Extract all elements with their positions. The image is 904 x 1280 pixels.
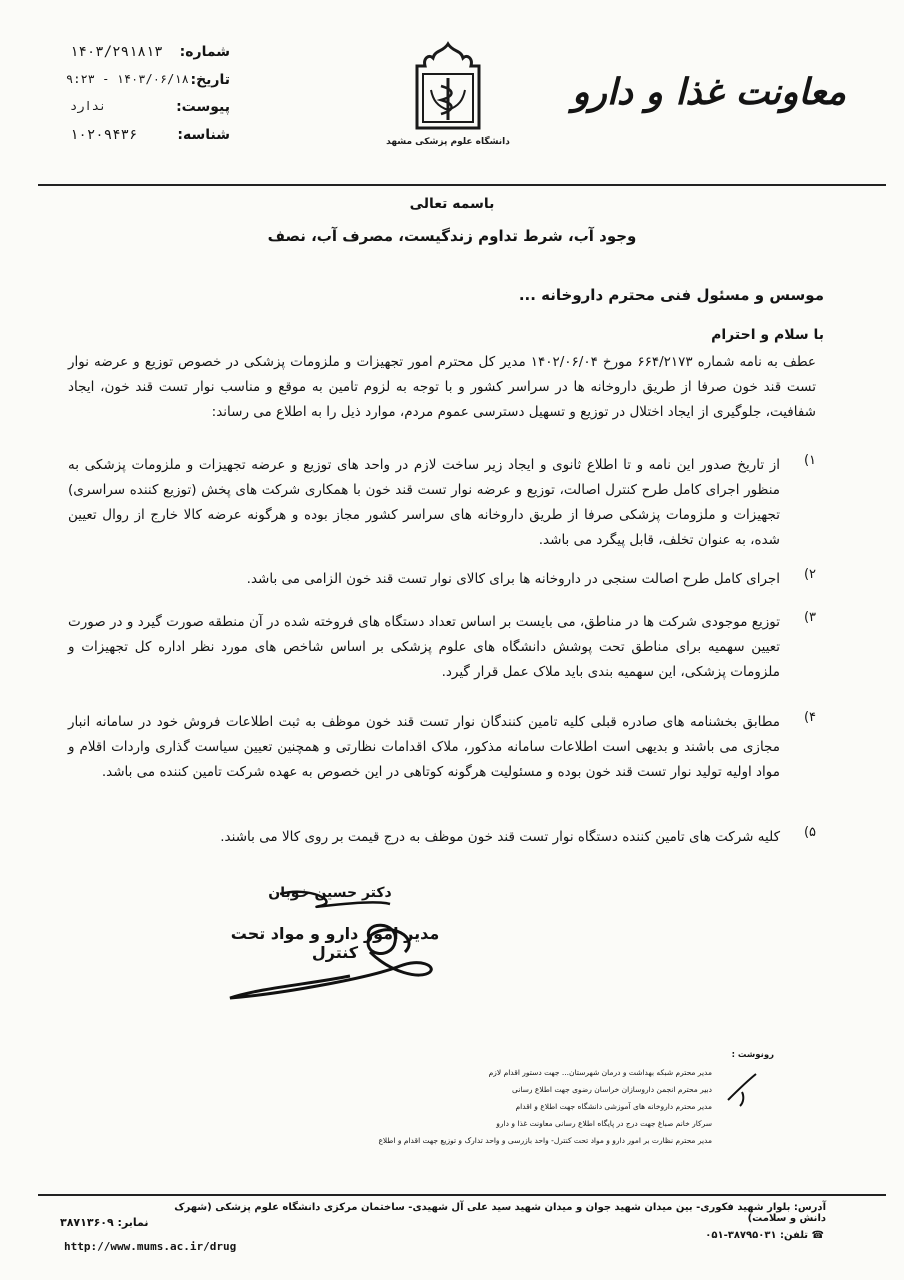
- item-5-text: کلیه شرکت های تامین کننده دستگاه نوار تست قند خون موظف به درج قیمت بر روی کالا می باشند.: [220, 829, 780, 845]
- logo-caption: دانشگاه علوم پزشکی مشهد: [386, 137, 510, 147]
- signature-scribble-icon: [220, 880, 460, 1010]
- cc-item: مدیر محترم داروخانه های آموزشی دانشگاه جهت اطلاع و اقدام: [515, 1102, 712, 1111]
- meta-attachment: [70, 99, 230, 121]
- cc-item: دبیر محترم انجمن داروسازان خراسان رضوی جهت اطلاع رسانی: [512, 1085, 712, 1094]
- meta-attachment-value: ندارد: [70, 99, 107, 113]
- meta-date-label: تاریخ:: [190, 72, 230, 88]
- cc-list: [280, 1064, 712, 1149]
- basmala: باسمه تعالی: [409, 196, 495, 212]
- cc-item: مدیر محترم نظارت بر امور دارو و مواد تحت کنترل- واحد بازرسی و واحد تدارک و توزیع جهت اقدام و اطلاع: [378, 1136, 712, 1145]
- department-title: معاونت غذا و دارو: [572, 72, 846, 113]
- cc-label: رونوشت :: [731, 1050, 774, 1060]
- meta-number-value: ۱۴۰۳/۲۹۱۸۱۳: [70, 44, 163, 60]
- item-1-text: از تاریخ صدور این نامه و تا اطلاع ثانوی و ایجاد زیر ساخت لازم در واحد های توزیع و عرضه تجهیزات و ملزومات پزشکی به منظور اجرای کامل طرح کنترل اصالت، توزیع و عرضه نوار تست قند خون با همکاری شرکت های پخش (توزیع کننده سراسری) تجهیزات و ملزومات پزشکی صرفا از طریق داروخانه های سراسر کشور مجاز بوده و هرگونه عرضه کالا خارج از روال تعیین شده، به عنوان تخلف، قابل پیگرد می باشد.: [68, 457, 780, 548]
- handwritten-signature: [220, 880, 460, 1010]
- footer-phone: [705, 1230, 824, 1241]
- website-link[interactable]: http://www.mums.ac.ir/drug: [64, 1240, 237, 1253]
- university-emblem: [386, 40, 510, 158]
- cc-item: مدیر محترم شبکه بهداشت و درمان شهرستان... جهت دستور اقدام لازم: [488, 1068, 712, 1077]
- item-2: [68, 567, 816, 592]
- meta-attachment-label: پیوست:: [176, 99, 230, 115]
- university-logo-icon: [386, 40, 510, 158]
- check-mark-icon: [722, 1070, 762, 1110]
- item-3: [68, 610, 816, 685]
- meta-id-value: ۱۰۲۰۹۴۳۶: [70, 127, 138, 143]
- footer-fax-text: نمابر: ۳۸۷۱۳۶۰۹: [60, 1216, 149, 1229]
- phone-icon: ☎: [808, 1230, 824, 1241]
- item-2-number: ۲): [803, 567, 816, 582]
- intro-paragraph: عطف به نامه شماره ۶۶۴/۲۱۷۳ مورخ ۱۴۰۲/۰۶/۰۴ مدیر کل محترم امور تجهیزات و ملزومات پزشکی در خصوص توزیع و عرضه نوار تست قند خون صرفا از طریق داروخانه ها در سراسر کشور و با توجه به لزوم تامین به موقع و مناسب نوار تست قند خون، ایجاد شفافیت، جلوگیری از ایجاد اختلال در توزیع و تسهیل دسترسی عموم مردم، موارد ذیل را به اطلاع می رساند:: [68, 354, 816, 420]
- addressee: موسس و مسئول فنی محترم داروخانه ...: [518, 286, 824, 304]
- item-5: [68, 825, 816, 850]
- meta-id: [70, 127, 230, 149]
- meta-number: [70, 44, 230, 66]
- greeting: با سلام و احترام: [711, 327, 824, 343]
- slogan: وجود آب، شرط تداوم زندگیست، مصرف آب، نصف: [267, 227, 637, 245]
- item-1: [68, 453, 816, 553]
- signer-name: دکتر حسین خوبان: [268, 885, 392, 901]
- footer-address: آدرس: بلوار شهید فکوری- بین میدان شهید جوان و میدان شهید سید علی آل شهیدی- ساختمان مرکزی دانشگاه علوم پزشکی (شهرک دانش و سلامت): [174, 1202, 826, 1224]
- item-5-number: ۵): [803, 825, 816, 840]
- item-4: [68, 710, 816, 785]
- footer-fax: [60, 1216, 149, 1229]
- cc-check-mark: [722, 1070, 762, 1110]
- cc-item: سرکار خانم صباغ جهت درج در پایگاه اطلاع رسانی معاونت غذا و دارو: [496, 1119, 712, 1128]
- item-1-number: ۱): [803, 453, 816, 468]
- footer-phone-text: تلفن: ۳۸۷۹۵۰۳۱-۰۵۱: [705, 1230, 809, 1241]
- item-4-text: مطابق بخشنامه های صادره قبلی کلیه تامین کنندگان نوار تست قند خون موظف به ثبت اطلاعات فروش خود در سامانه انبار مجازی می باشند و بدیهی است اطلاعات سامانه مذکور، ملاک اقدامات نظارتی و همچنین تعیین سیاست گذاری واردات اقلام و مواد اولیه تولید نوار تست قند خون بوده و مسئولیت هرگونه کوتاهی در این خصوص به عهده شرکت تامین کننده می باشد.: [68, 714, 780, 780]
- footer-divider: [38, 1194, 886, 1196]
- meta-date: [66, 72, 230, 94]
- meta-id-label: شناسه:: [177, 127, 230, 143]
- meta-number-label: شماره:: [179, 44, 230, 60]
- item-2-text: اجرای کامل طرح اصالت سنجی در داروخانه ها برای کالای نوار تست قند خون الزامی می باشد.: [246, 571, 780, 587]
- item-3-text: توزیع موجودی شرکت ها در مناطق، می بایست بر اساس تعداد دستگاه های فروخته شده در آن منطقه صورت گیرد و در صورت تعیین سهمیه برای مناطق تحت پوشش دانشگاه های علوم پزشکی بر اساس شاخص های مورد نظر اداره کل تجهیزات و ملزومات پزشکی، این سهمیه بندی باید ملاک عمل قرار گیرد.: [68, 614, 780, 680]
- item-4-number: ۴): [803, 710, 816, 725]
- header-divider: [38, 184, 886, 186]
- meta-date-value: ۱۴۰۳/۰۶/۱۸ - ۹:۲۳: [66, 72, 189, 86]
- signer-title: مدیر امور دارو و مواد تحت کنترل: [230, 924, 440, 962]
- item-3-number: ۳): [803, 610, 816, 625]
